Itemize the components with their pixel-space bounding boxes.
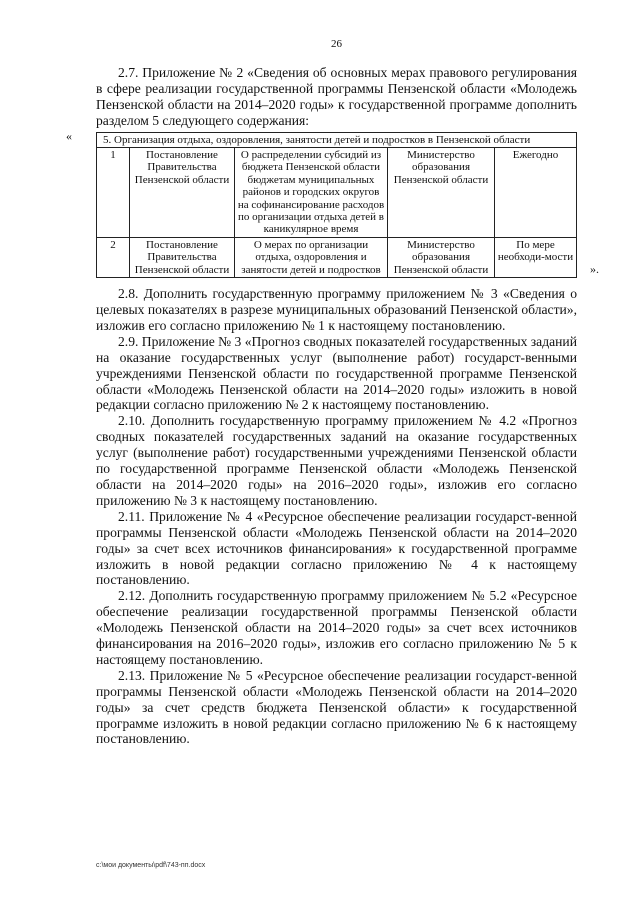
table-open-quote: « <box>66 128 72 143</box>
table-cell-term: По мере необходи-мости <box>495 237 577 277</box>
table-section-row <box>97 132 577 147</box>
paragraph-2-12: 2.12. Дополнить государственную программу приложением № 5.2 «Ресурсное обеспечение реализации государственной программы Пензенской области «Молодежь Пензенской области на 2014–2020 годы» за счет всех источников финансирования на 2016–2020 годы», изложив его согласно приложению № 5 к настоящему постановлению. <box>96 588 577 667</box>
table-cell-title: О распределении субсидий из бюджета Пензенской области бюджетам муниципальных районов и городских округов на софинансирование расходов по организации отдыха детей в каникулярное время <box>235 148 388 238</box>
table-cell-type: Постановление Правительства Пензенской области <box>130 237 235 277</box>
table-cell-executor: Министерство образования Пензенской области <box>388 237 495 277</box>
paragraph-2-9: 2.9. Приложение № 3 «Прогноз сводных показателей государственных заданий на оказание государственных услуг (выполнение работ) государст-венными учреждениями Пензенской области по государственной программе Пензенской области «Молодежь Пензенской области на 2014–2020 годы» изложить в новой редакции согласно приложению № 2 к настоящему постановлению. <box>96 333 577 413</box>
file-path-footer: c:\мои документы\pdf\743-пп.docx <box>96 862 206 869</box>
table-cell-executor: Министерство образования Пензенской области <box>388 148 495 238</box>
table-cell-title: О мерах по организации отдыха, оздоровления и занятости детей и подростков <box>235 237 388 277</box>
table-cell-num: 1 <box>97 148 130 238</box>
table-cell-type: Постановление Правительства Пензенской области <box>130 148 235 238</box>
table-row <box>97 237 577 277</box>
table-cell-num: 2 <box>97 237 130 277</box>
table-cell-term: Ежегодно <box>495 148 577 238</box>
table-row <box>97 148 577 238</box>
table-close-quote: ». <box>590 262 599 277</box>
measures-table-wrapper <box>66 128 599 278</box>
paragraph-2-7: 2.7. Приложение № 2 «Сведения об основных мерах правового регулирования в сфере реализации государственной программы Пензенской области «Молодежь Пензенской области на 2014–2020 годы» к государственной программе дополнить разделом 5 следующего содержания: <box>96 65 577 128</box>
paragraph-2-10: 2.10. Дополнить государственную программу приложением № 4.2 «Прогноз сводных показателей государственных заданий на оказание государственных услуг (выполнение работ) государственными учреждениями Пензенской области по государственной программе Пензенской области «Молодежь Пензенской области на 2014–2020 годы» на 2016–2020 годы», изложив его согласно приложению № 3 к настоящему постановлению. <box>96 413 577 508</box>
paragraph-2-11: 2.11. Приложение № 4 «Ресурсное обеспечение реализации государст-венной программы Пензенской области «Молодежь Пензенской области на 2014–2020 годы» за счет всех источников финансирования» к государственной программе изложить в новой редакции согласно приложению № 4 к настоящему постановлению. <box>96 508 577 588</box>
measures-table <box>96 132 577 278</box>
paragraph-2-13: 2.13. Приложение № 5 «Ресурсное обеспечение реализации государст-венной программы Пензенской области «Молодежь Пензенской области на 2014–2020 годы» за счет средств бюджета Пензенской области» к государственной программе изложить в новой редакции согласно приложению № 6 к настоящему постановлению. <box>96 667 577 747</box>
table-section-title: 5. Организация отдыха, оздоровления, занятости детей и подростков в Пензенской области <box>97 132 577 147</box>
paragraph-2-8: 2.8. Дополнить государственную программу приложением № 3 «Сведения о целевых показателях в разрезе муниципальных образований Пензенской области», изложив его согласно приложению № 1 к настоящему постановлению. <box>96 286 577 333</box>
page-number: 26 <box>331 38 342 50</box>
